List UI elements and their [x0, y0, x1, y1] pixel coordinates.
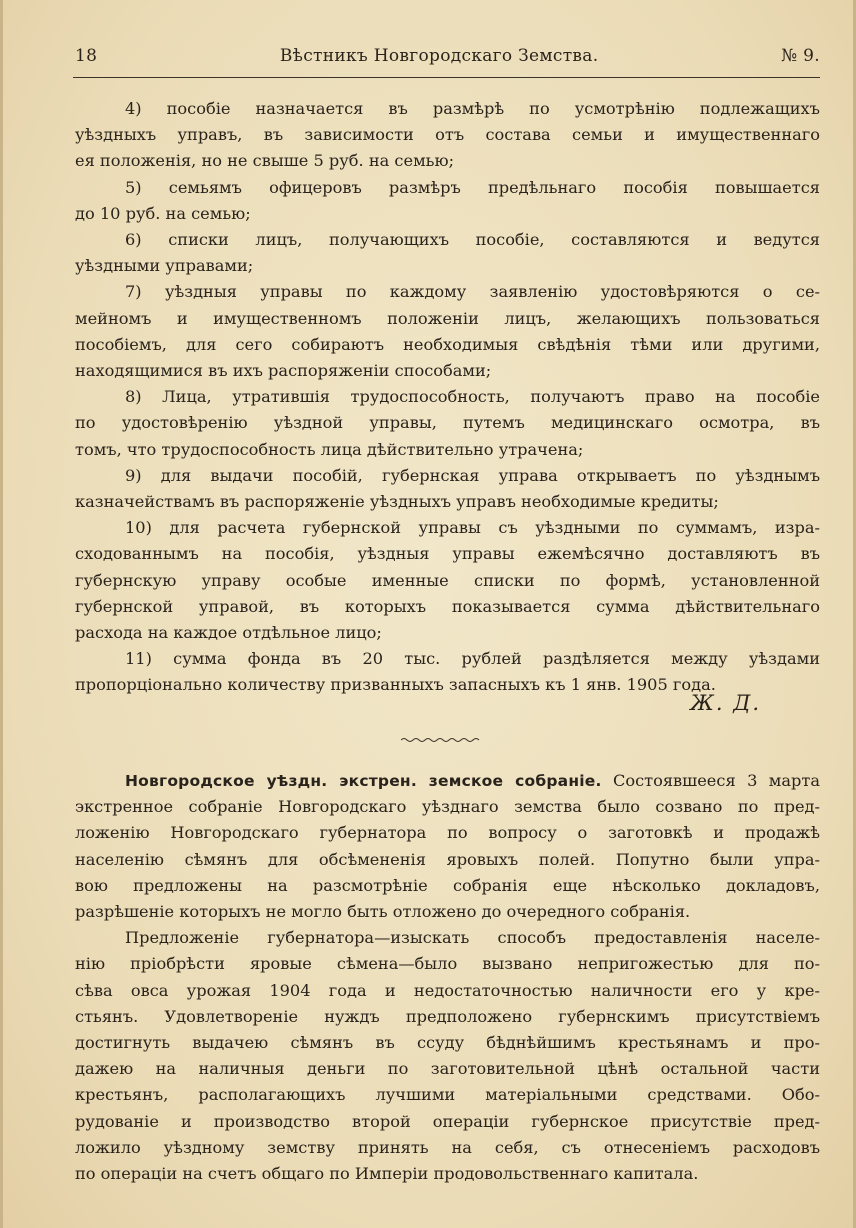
text-line: сходованнымъ на пособія, уѣздныя управы ежемѣсячно доставляютъ въ [75, 544, 820, 564]
text-line: находящимися въ ихъ распоряженіи способами; [75, 361, 492, 381]
section-separator [401, 736, 481, 744]
text-line: нію пріобрѣсти яровые сѣмена—было вызвано непригожестью для по- [75, 954, 820, 974]
text-line: 11) сумма фонда въ 20 тыс. рублей раздѣляется между уѣздами [125, 649, 820, 669]
text-line: ея положенія, но не свыше 5 руб. на семью; [75, 151, 455, 171]
text-line: до 10 руб. на семью; [75, 203, 251, 223]
text-line: губернскую управу особые именные списки по формѣ, установленной [75, 570, 820, 590]
text-line: уѣздными управами; [75, 256, 254, 276]
text-line: Предложеніе губернатора—изыскать способъ предоставленія населе- [125, 928, 820, 948]
paragraph [75, 279, 820, 384]
text-line: экстренное собраніе Новгородскаго уѣзднаго земства было созвано по пред- [75, 797, 820, 817]
paragraph [75, 515, 820, 646]
text-line: пособіемъ, для сего собираютъ необходимыя свѣдѣнія тѣми или другими, [75, 334, 820, 354]
paragraph [75, 227, 820, 279]
text-line: расхода на каждое отдѣльное лицо; [75, 623, 382, 643]
text-line: 8) Лица, утратившія трудоспособность, получаютъ право на пособіе [125, 387, 820, 407]
decree-items [75, 96, 820, 699]
text-line: сѣва овса урожая 1904 года и недостаточностью наличности его у кре- [75, 980, 820, 1000]
text-line: по удостовѣренію уѣздной управы, путемъ медицинскаго осмотра, въ [75, 413, 820, 433]
text-line: 6) списки лицъ, получающихъ пособіе, составляются и ведутся [125, 230, 820, 250]
header-rule [73, 77, 820, 78]
text-line: пропорціонально количеству призванныхъ запасныхъ къ 1 янв. 1905 года. [75, 675, 716, 695]
assembly-report [75, 768, 820, 1187]
text-line: населенію сѣмянъ для обсѣмененія яровыхъ полей. Попутно были упра- [75, 849, 820, 869]
section-heading: Новгородское уѣздн. экстрен. земское собраніе. [125, 772, 602, 790]
text-line: дажею на наличныя деньги по заготовительной цѣнѣ остальной части [75, 1059, 820, 1079]
paragraph [75, 175, 820, 227]
text-line: томъ, что трудоспособность лица дѣйствительно утрачена; [75, 439, 584, 459]
running-header [75, 46, 820, 74]
line-text: Состоявшееся 3 марта [601, 771, 820, 790]
text-line: 4) пособіе назначается въ размѣрѣ по усмотрѣнію подлежащихъ [125, 99, 820, 118]
text-line: губернской управой, въ которыхъ показывается сумма дѣйствительнаго [75, 596, 820, 616]
text-line: крестьянъ, располагающихъ лучшими матеріальными средствами. Обо- [75, 1085, 820, 1105]
text-line: 10) для расчета губернской управы съ уѣздными по суммамъ, изра- [125, 518, 820, 538]
text-line: рудованіе и производство второй операціи губернское присутствіе пред- [75, 1111, 820, 1131]
text-line: казначействамъ въ распоряженіе уѣздныхъ управъ необходимые кредиты; [75, 492, 719, 512]
text-line: 9) для выдачи пособій, губернская управа открываетъ по уѣзднымъ [125, 465, 820, 485]
text-line: уѣздныхъ управъ, въ зависимости отъ состава семьи и имущественнаго [75, 125, 820, 145]
author-signature: Ж. Д. [690, 691, 761, 715]
journal-title: Вѣстникъ Новгородскаго Земства. [279, 46, 599, 66]
text-line: вою предложены на разсмотрѣніе собранія еще нѣсколько докладовъ, [75, 875, 820, 895]
text-line: ложило уѣздному земству принять на себя, съ отнесеніемъ расходовъ [75, 1137, 820, 1157]
text-line: ложенію Новгородскаго губернатора по вопросу о заготовкѣ и продажѣ [75, 823, 820, 843]
page-number: 18 [75, 46, 98, 66]
paragraph [75, 96, 820, 175]
text-line: 7) уѣздныя управы по каждому заявленію удостовѣряются о се- [125, 282, 820, 302]
text-line: разрѣшеніе которыхъ не могло быть отложено до очередного собранія. [75, 902, 691, 922]
text-line: стьянъ. Удовлетвореніе нуждъ предположено губернскимъ присутствіемъ [75, 1006, 820, 1026]
text-line: 5) семьямъ офицеровъ размѣръ предѣльнаго пособія повышается [125, 177, 820, 197]
text-line: достигнуть выдачею сѣмянъ въ ссуду бѣднѣйшимъ крестьянамъ и про- [75, 1033, 820, 1053]
paragraph [75, 463, 820, 515]
text-line: мейномъ и имущественномъ положеніи лицъ, желающихъ пользоваться [75, 308, 820, 328]
paragraph [75, 925, 820, 1187]
text-line: по операціи на счетъ общаго по Имперіи продовольственнаго капитала. [75, 1164, 699, 1184]
paragraph [75, 384, 820, 463]
issue-number: № 9. [781, 46, 820, 66]
text-line [75, 768, 820, 794]
paragraph [75, 768, 820, 925]
